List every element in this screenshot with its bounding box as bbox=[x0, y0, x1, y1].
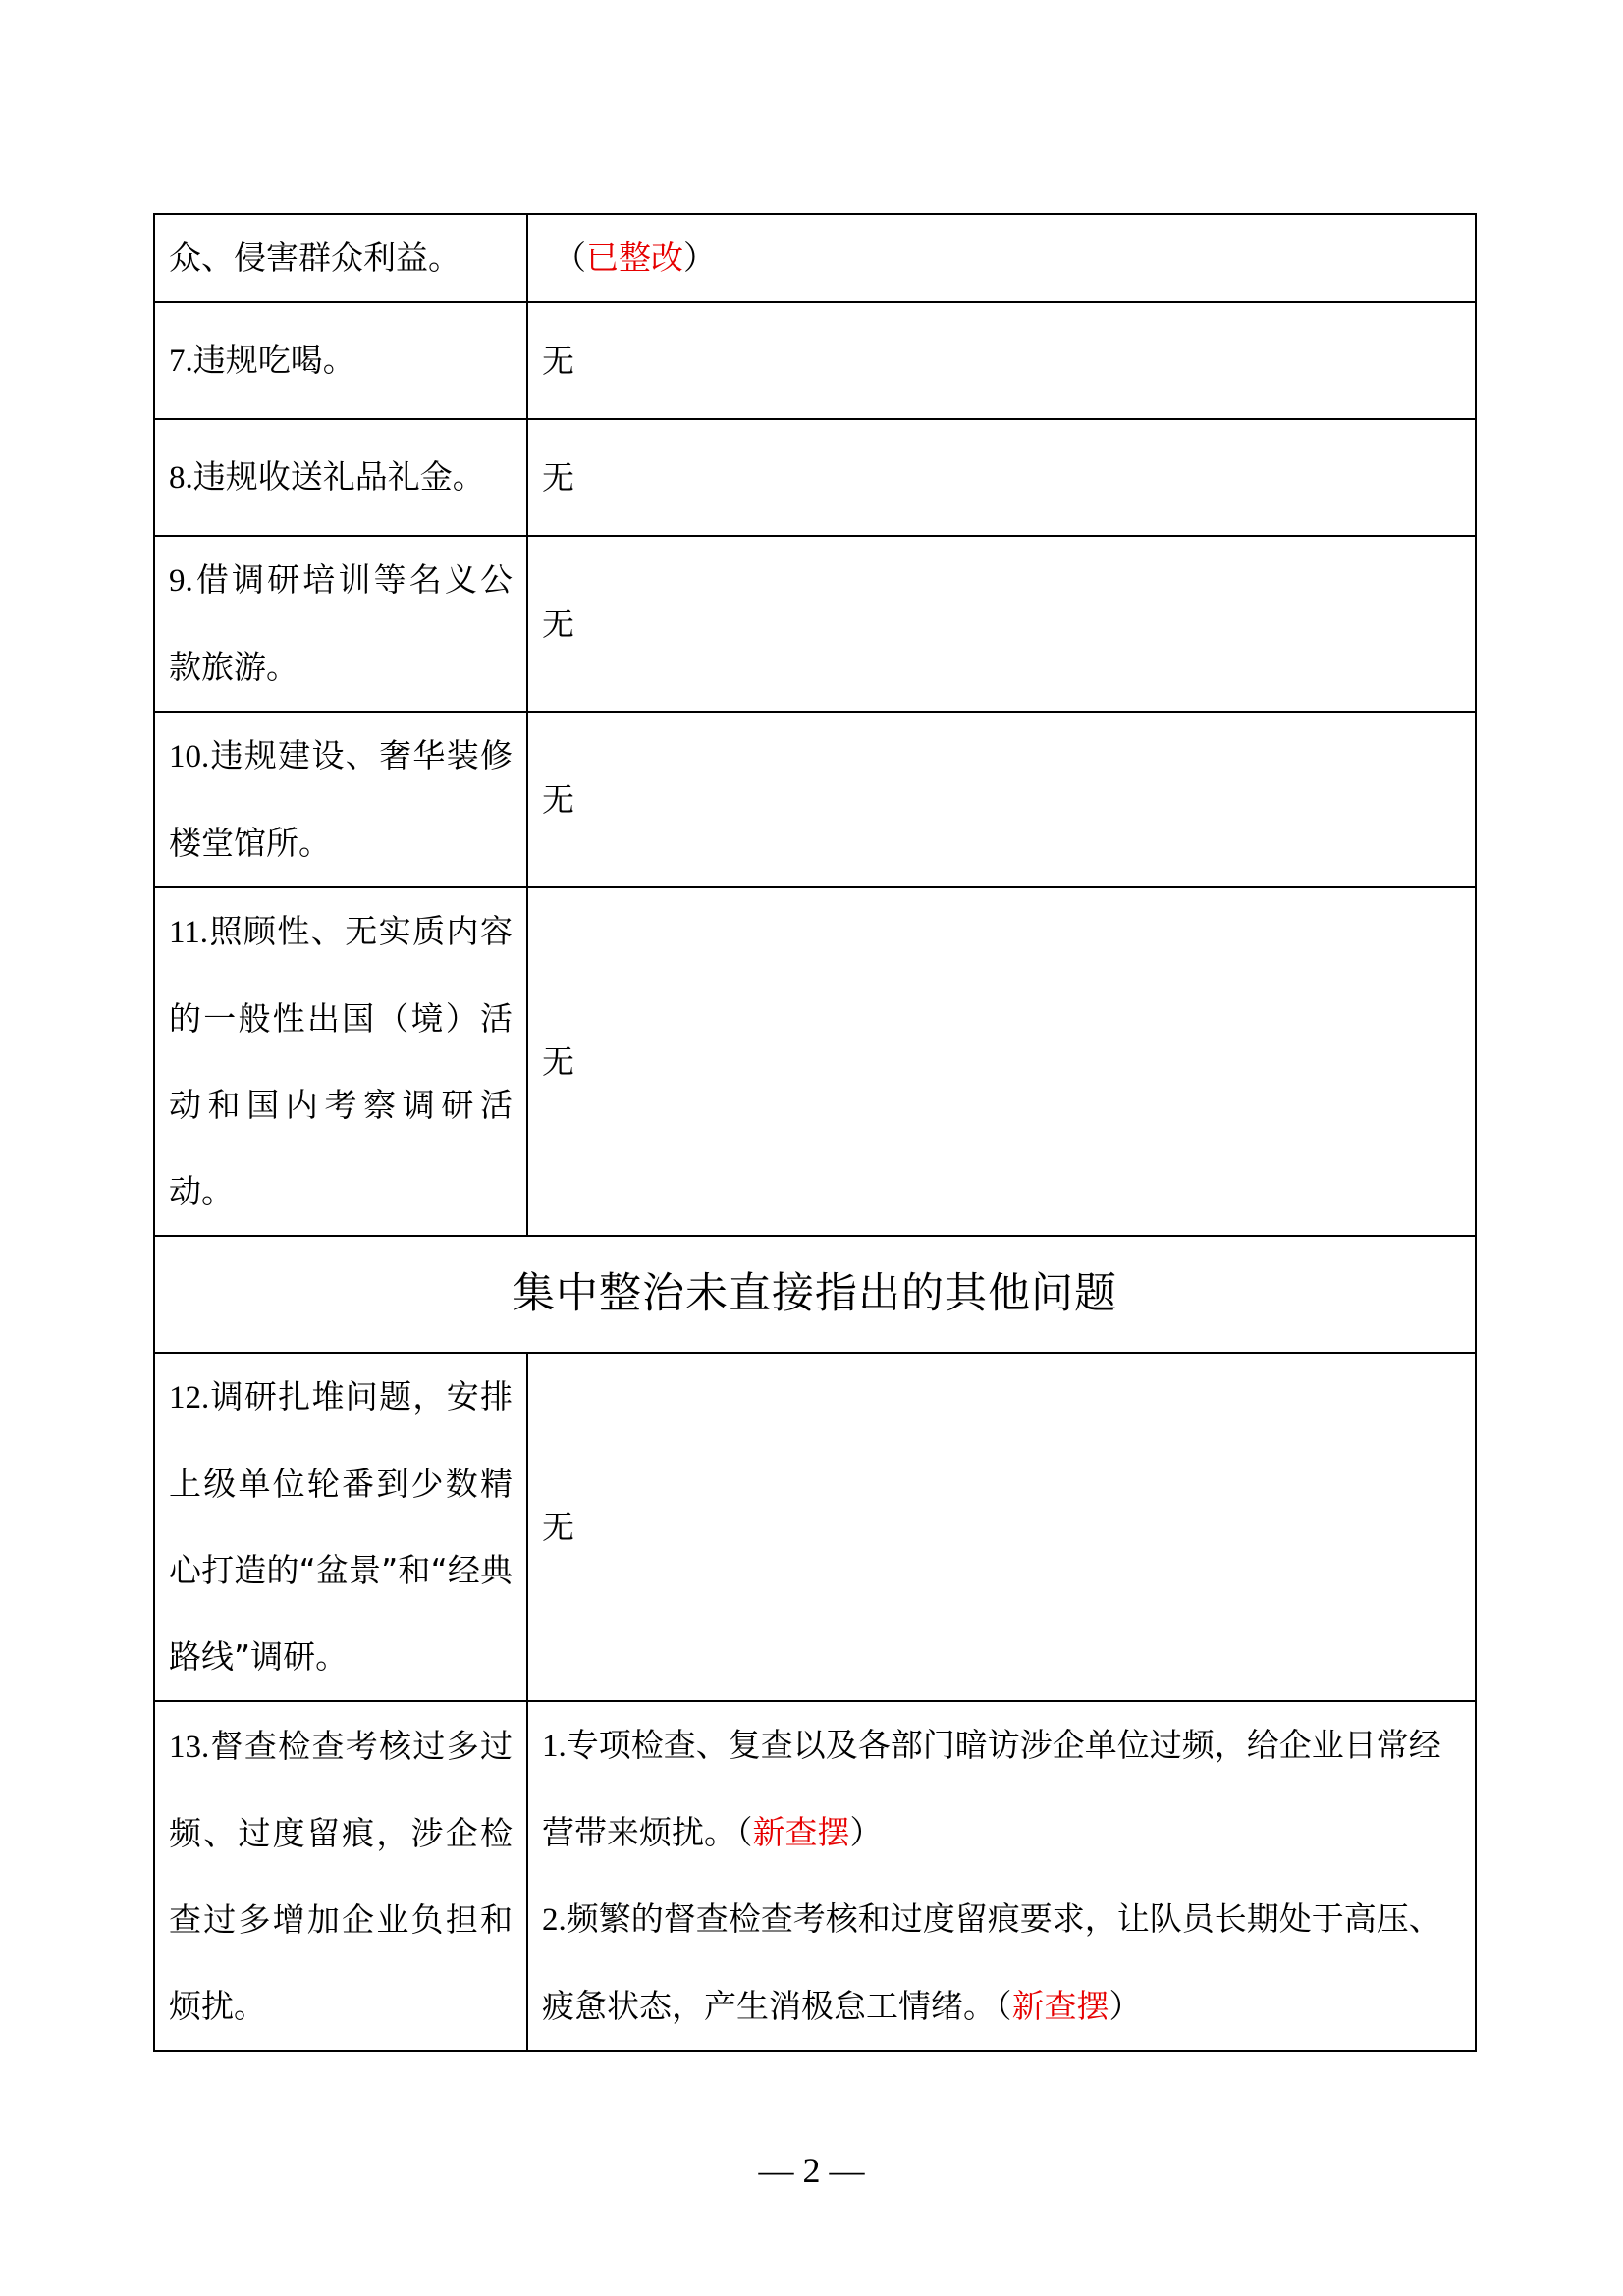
row-issue-text: 照顾性、无实质内容的一般性出国（境）活动和国内考察调研活动。 bbox=[169, 912, 513, 1210]
finding-text: 专项检查、复查以及各部门暗访涉企单位过频，给企业日常经营带来烦扰。 bbox=[542, 1726, 1441, 1851]
paren-close: ） bbox=[683, 239, 716, 277]
section-heading-row bbox=[154, 1236, 1476, 1353]
paren-close: ） bbox=[1109, 1987, 1142, 2025]
table-row bbox=[154, 887, 1476, 1236]
row-issue-text: 违规吃喝。 bbox=[192, 341, 355, 379]
paren-open: （ bbox=[554, 239, 586, 277]
row-status-text: 无 bbox=[542, 1041, 574, 1081]
row-findings-cell bbox=[527, 1701, 1476, 2051]
row-number: 9. bbox=[169, 563, 193, 599]
row-issue-cell bbox=[154, 302, 527, 419]
table-row bbox=[154, 214, 1476, 302]
row-issue-text: 借调研培训等名义公款旅游。 bbox=[169, 561, 513, 686]
row-issue-cell bbox=[154, 1701, 527, 2051]
row-number: 8. bbox=[169, 460, 193, 496]
row-issue-text: 督查检查考核过多过频、过度留痕，涉企检查过多增加企业负担和烦扰。 bbox=[169, 1726, 513, 2025]
table-row bbox=[154, 1353, 1476, 1701]
rectification-table bbox=[153, 213, 1477, 2052]
section-heading: 集中整治未直接指出的其他问题 bbox=[154, 1236, 1476, 1353]
row-number: 11. bbox=[169, 915, 209, 950]
row-number: 7. bbox=[169, 344, 193, 379]
row-issue-cell bbox=[154, 214, 527, 302]
row-issue-cell bbox=[154, 887, 527, 1236]
row-issue-text: 众、侵害群众利益。 bbox=[169, 239, 460, 277]
table-row bbox=[154, 302, 1476, 419]
finding-number: 1. bbox=[542, 1729, 567, 1764]
row-issue-cell bbox=[154, 536, 527, 712]
table-row bbox=[154, 1701, 1476, 2051]
row-issue-text: 违规建设、奢华装修楼堂馆所。 bbox=[169, 736, 513, 862]
row-status-cell bbox=[527, 419, 1476, 536]
row-status-cell bbox=[527, 712, 1476, 887]
row-status-cell bbox=[527, 214, 1476, 302]
table-row bbox=[154, 712, 1476, 887]
row-status-text: 无 bbox=[542, 779, 574, 819]
finding-item bbox=[542, 1702, 1461, 1876]
finding-number: 2. bbox=[542, 1902, 567, 1938]
row-status-text: 无 bbox=[542, 604, 574, 643]
table-row bbox=[154, 536, 1476, 712]
row-status-text: 无 bbox=[542, 341, 574, 380]
row-issue-cell bbox=[154, 419, 527, 536]
finding-item bbox=[542, 1876, 1461, 2050]
status-new-finding: 新查摆 bbox=[752, 1813, 850, 1851]
row-issue-cell bbox=[154, 1353, 527, 1701]
row-issue-cell bbox=[154, 712, 527, 887]
row-issue-text: 违规收送礼品礼金。 bbox=[192, 457, 485, 496]
row-status-cell bbox=[527, 887, 1476, 1236]
table-row bbox=[154, 419, 1476, 536]
row-number: 13. bbox=[169, 1729, 210, 1765]
page-number: — 2 — bbox=[758, 2151, 865, 2190]
finding-text: 频繁的督查检查考核和过度留痕要求，让队员长期处于高压、疲惫状态，产生消极怠工情绪。 bbox=[542, 1899, 1441, 2025]
row-number: 10. bbox=[169, 739, 210, 774]
row-number: 12. bbox=[169, 1380, 210, 1415]
status-new-finding: 新查摆 bbox=[1011, 1987, 1109, 2025]
row-status-text: 无 bbox=[542, 457, 574, 497]
row-status-cell bbox=[527, 536, 1476, 712]
row-status-cell bbox=[527, 1353, 1476, 1701]
status-rectified: 已整改 bbox=[586, 239, 683, 277]
paren-open: （ bbox=[736, 1813, 753, 1851]
row-status-cell bbox=[527, 302, 1476, 419]
paren-open: （ bbox=[996, 1987, 1012, 2025]
row-issue-text: 调研扎堆问题，安排上级单位轮番到少数精心打造的“盆景”和“经典路线”调研。 bbox=[169, 1377, 513, 1676]
row-status-text: 无 bbox=[542, 1507, 574, 1546]
paren-close: ） bbox=[849, 1813, 883, 1851]
